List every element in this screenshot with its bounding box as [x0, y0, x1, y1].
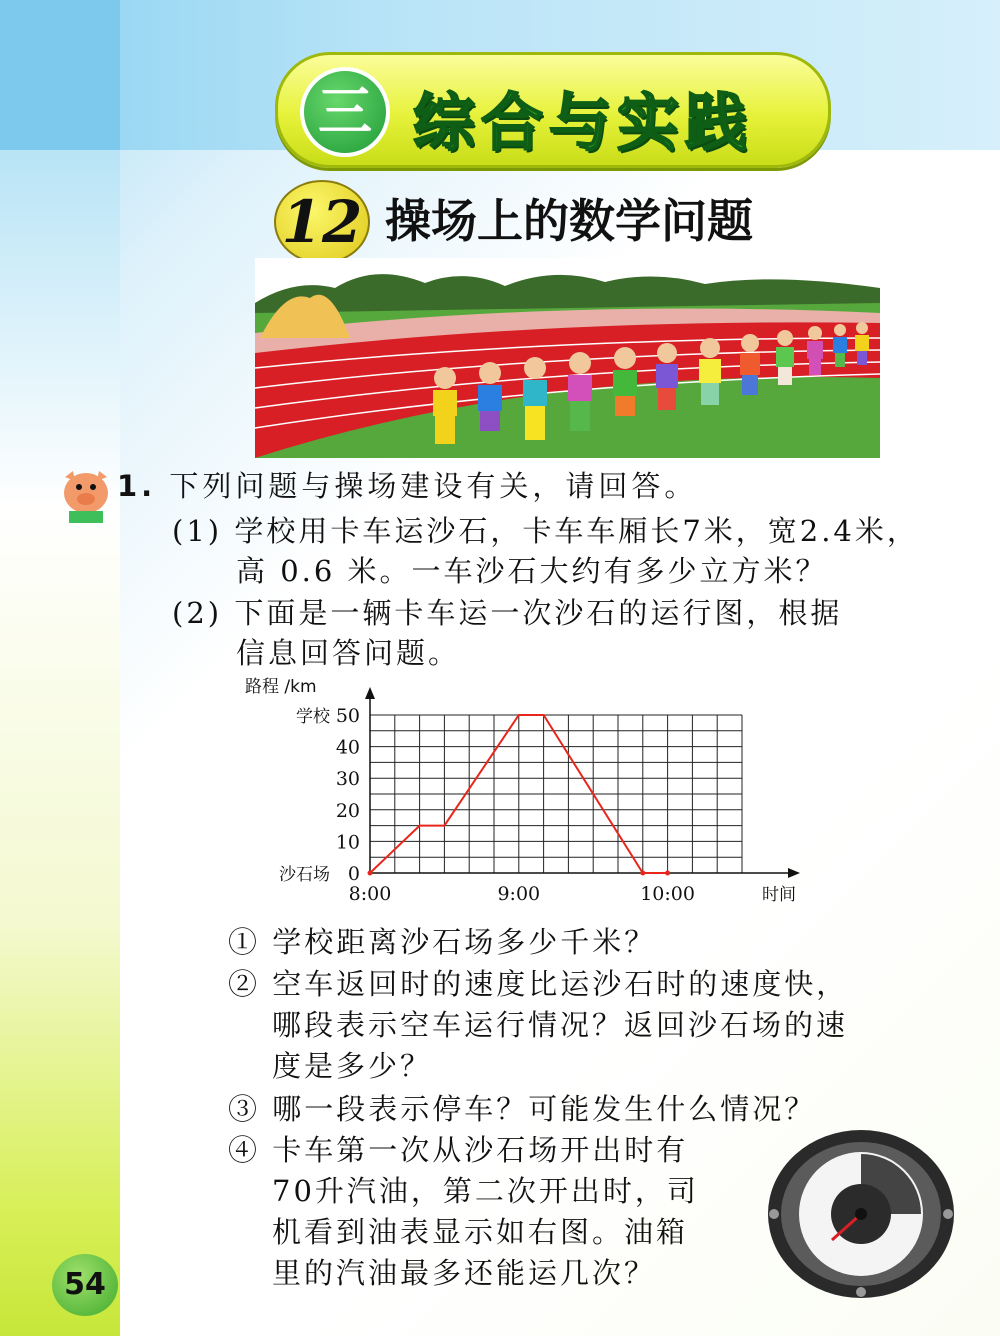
subquestion-4-marker: ④ [228, 1133, 273, 1167]
x-tick-label: 9:00 [497, 883, 541, 905]
sub1-line1 [172, 509, 919, 550]
subquestion-2-line-2 [272, 1003, 848, 1044]
unit-banner [275, 52, 831, 168]
sub2-text-1: 下面是一辆卡车运一次沙石的运行图，根据 [234, 596, 843, 630]
subquestion-3-line-1 [228, 1087, 816, 1128]
data-point [665, 871, 670, 876]
side-strip [0, 150, 120, 1336]
subquestion-4-line-2 [272, 1169, 699, 1210]
y-axis-arrow [365, 687, 375, 699]
page-number: 54 [52, 1254, 118, 1316]
x-axis-arrow [788, 868, 800, 878]
y-axis-title: 路程 /km [245, 677, 317, 697]
question-text: 下列问题与操场建设有关，请回答。 [169, 469, 698, 503]
sub1-label: (1) [172, 514, 223, 548]
y-tick-label: 30 [335, 768, 360, 791]
data-point [640, 871, 645, 876]
pig-mascot-icon [55, 465, 117, 527]
x-tick-label: 8:00 [348, 883, 392, 905]
subquestion-4-text: 卡车第一次从沙石场开出时有 [272, 1133, 689, 1167]
y-tick-label: 10 [335, 831, 360, 854]
lesson-title: 操场上的数学问题 [385, 194, 753, 248]
y-tick-label: 50 [335, 705, 360, 727]
data-point [368, 871, 373, 876]
subquestion-2-line-3 [272, 1044, 432, 1085]
subquestion-3-text: 哪一段表示停车？可能发生什么情况？ [272, 1092, 817, 1126]
x-axis-title: 时间 [762, 885, 796, 905]
sub1-text-1: 学校用卡车运沙石，卡车车厢长7米，宽2.4米， [234, 514, 919, 548]
header-corner [0, 0, 120, 165]
subquestion-4-text: 70升汽油，第二次开出时，司 [272, 1174, 699, 1208]
subquestion-4-text: 里的汽油最多还能运几次？ [272, 1256, 657, 1290]
subquestion-4-line-3 [272, 1210, 688, 1251]
unit-badge: 三 [300, 67, 390, 157]
subquestion-4-line-4 [272, 1251, 656, 1292]
sub1-text-2: 高 0.6 米。一车沙石大约有多少立方米？ [236, 554, 828, 588]
y-tick-label: 0 [347, 863, 360, 885]
y-tick-label: 20 [335, 799, 360, 822]
subquestion-2-text: 度是多少？ [272, 1049, 433, 1083]
playground-illustration [255, 258, 880, 458]
fuel-gauge-image [766, 1128, 956, 1300]
question-number: 1. [117, 469, 157, 503]
subquestion-2-text: 哪段表示空车运行情况？返回沙石场的速 [272, 1008, 849, 1042]
x-tick-label: 10:00 [640, 883, 695, 905]
sub2-text-2: 信息回答问题。 [236, 636, 461, 670]
subquestion-2-line-1 [228, 962, 848, 1003]
lesson-number: 12 [274, 180, 370, 264]
y-tick-label: 40 [335, 736, 360, 759]
subquestion-1-marker: ① [228, 925, 273, 959]
subquestion-3-marker: ③ [228, 1092, 273, 1126]
subquestion-1-line-1 [228, 920, 656, 961]
school-label: 学校 [296, 707, 330, 727]
subquestion-4-text: 机看到油表显示如右图。油箱 [272, 1215, 689, 1249]
subquestion-2-text: 空车返回时的速度比运沙石时的速度快， [272, 967, 849, 1001]
question-1 [117, 464, 697, 505]
sand-yard-label: 沙石场 [279, 865, 330, 885]
sub2-label: (2) [172, 596, 223, 630]
subquestion-2-marker: ② [228, 967, 273, 1001]
truck-travel-chart [240, 670, 820, 915]
sub2-line1 [172, 591, 842, 632]
subquestion-1-text: 学校距离沙石场多少千米？ [272, 925, 657, 959]
unit-title: 综合与实践 [413, 86, 754, 159]
subquestion-4-line-1 [228, 1128, 688, 1169]
